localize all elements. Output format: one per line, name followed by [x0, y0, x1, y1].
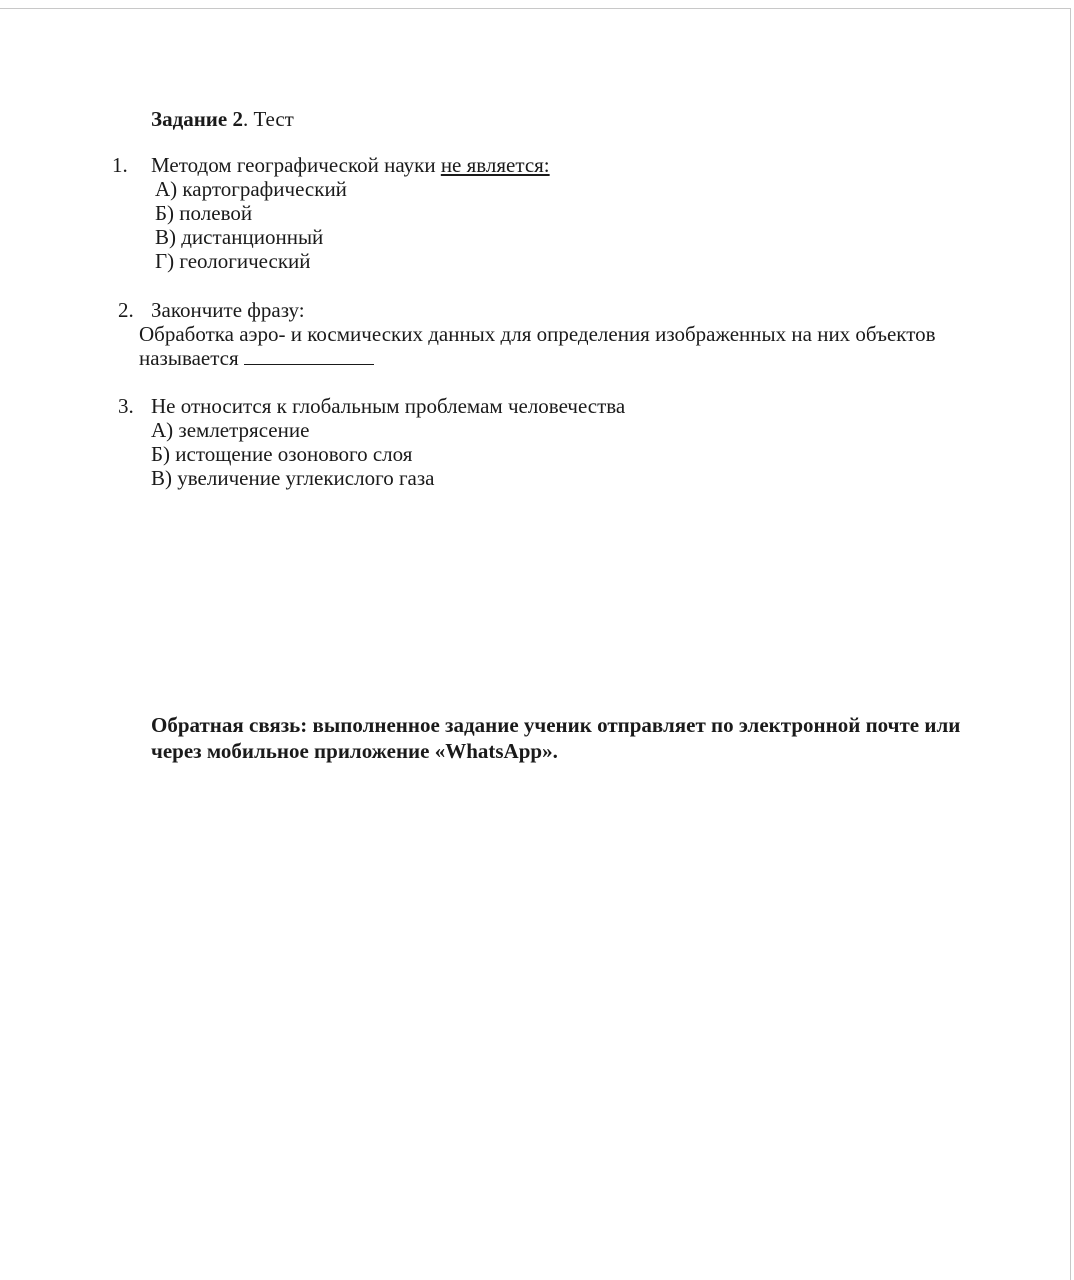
feedback-note [151, 712, 960, 764]
question-3-option-c: В) увеличение углекислого газа [151, 466, 435, 490]
question-3-number: 3. [118, 394, 134, 418]
document-page [0, 8, 1071, 1280]
question-2-line-2 [139, 346, 374, 370]
question-3-option-b: Б) истощение озонового слоя [151, 442, 413, 466]
question-3-option-a: А) землетрясение [151, 418, 310, 442]
question-2-text: Закончите фразу: [151, 298, 305, 322]
question-1-option-b: Б) полевой [155, 201, 253, 225]
question-2-number: 2. [118, 298, 134, 322]
question-2-line-2-text: называется [139, 346, 244, 370]
task-title-rest: . Тест [242, 107, 294, 131]
question-3-text: Не относится к глобальным проблемам человечества [151, 394, 626, 418]
question-1-text-main: Методом географической науки [151, 153, 441, 177]
question-1-option-d: Г) геологический [155, 249, 311, 273]
question-1-option-c: В) дистанционный [155, 225, 324, 249]
question-2-line-1: Обработка аэро- и космических данных для определения изображенных на них объектов [139, 322, 936, 346]
question-1-option-a: А) картографический [155, 177, 347, 201]
feedback-line-1: Обратная связь: выполненное задание ученик отправляет по электронной почте или [151, 713, 961, 737]
question-1-text [151, 153, 550, 177]
question-1-text-underlined: не является: [440, 153, 550, 177]
question-1-number: 1. [112, 153, 128, 177]
feedback-line-2: через мобильное приложение «WhatsApp». [151, 739, 558, 763]
task-title [151, 107, 294, 131]
answer-blank [244, 346, 374, 365]
task-title-bold: Задание 2 [151, 107, 243, 131]
